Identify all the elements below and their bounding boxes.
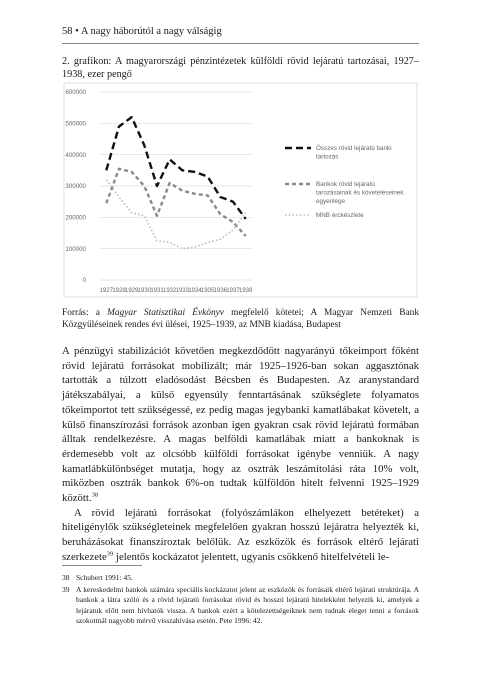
legend-label-1: Összes rövid lejáratú banki tartozás [316, 145, 392, 161]
x-tick-label: 1938 [238, 288, 253, 294]
footnote-ref-38[interactable]: 38 [91, 491, 99, 499]
series-line-1 [106, 117, 245, 219]
series-line-3 [106, 180, 245, 249]
x-tick-label: 1932 [162, 288, 177, 294]
y-tick-label: 400000 [65, 151, 86, 159]
series-line-2 [106, 169, 245, 236]
footnote-number: 38 [62, 573, 70, 582]
source-title: Magyar Statisztikai Évkönyv [107, 308, 224, 318]
running-header: 58 • A nagy háborútól a nagy válságig [62, 26, 222, 37]
source-pre: Forrás: a [62, 308, 108, 318]
y-tick-label: 300000 [65, 183, 86, 191]
y-tick-label: 600000 [65, 89, 86, 97]
footnotes [62, 573, 419, 628]
x-tick-label: 1935 [200, 288, 215, 294]
y-tick-label: 500000 [65, 120, 86, 128]
x-tick-label: 1930 [137, 288, 152, 294]
figure-source [62, 307, 419, 331]
x-tick-label: 1934 [188, 288, 202, 294]
footnote-text: Schubert 1991: 45. [76, 573, 133, 582]
x-tick-label: 1936 [213, 288, 228, 294]
x-tick-label: 1937 [226, 288, 240, 294]
debt-line-chart [62, 82, 419, 300]
paragraph-2-text-a: A rövid lejáratú forrásokat (folyószámlákon elhelyezett betéteket) a hiteligénylők szükségleteinek megfelelően gyakran hosszú lejáratra helyezték ki, beruházásokat finanszíroztak belőlük. Az eszközök és források eltérő lejárati szerkezete [62, 506, 419, 563]
x-tick-label: 1927 [99, 288, 114, 294]
paragraph-2-text-b: jelentős kockázatot jelentett, ugyanis csökkenő hitelfelvételi le- [113, 550, 390, 563]
footnote-number: 39 [62, 584, 70, 594]
footnote-38 [62, 573, 419, 584]
x-tick-label: 1931 [150, 288, 164, 294]
paragraph-1 [62, 344, 419, 506]
x-tick-label: 1928 [112, 288, 126, 294]
x-tick-label: 1929 [124, 288, 139, 294]
footnote-text: A kereskedelmi bankok számára speciális kockázatot jelent az eszközök és forrásaik eltérő lejárati struktúrája. A bankok a látra szóló és a rövid lejáratú forrásokat rövid és hosszú lejáratú hitelekként helyezik ki, amelyek a lejáratuk előtt nem hívhatók vissza. A bankok ezért a kötelezettségeiknek nem tudnak eleget tenni a források szokottnál nagyobb mérvű visszahívása esetén. Pete 1996: 42. [76, 584, 419, 626]
figure-caption: 2. grafikon: A magyarországi pénzintézetek külföldi rövid lejáratú tartozásai, 1927–1938, ezer pengő [62, 56, 419, 80]
source-post: megfelelő kötetei; A Magyar Nemzeti Bank Közgyűléseinek rendes évi ülései, 1925–1939, az MNB kiadása, Budapest [62, 308, 420, 331]
paragraph-1-text: A pénzügyi stabilizációt követően megkezdődött nagyarányú tőkeimport főként rövid lejáratú forrásokat mobilizált; már 1925–1926-ban sokan aggasztónak tartották a túlzott eladósodást Bécsben és Budapesten. Az aranystandard játékszabályai, a külső egyensúly fenntartásának szükséglete folyamatos tőkeimportot tett szükségessé, ez pedig magas jegybanki kamatlábakat követelt, a külső finanszírozási források azonban igen gyakran csak rövid lejáratú formában álltak rendelkezésre. A magas belföldi kamatlábak miatt a bankoknak is érdemesebb volt az olcsóbb külföldi forrásokat igénybe venniük. A nagy kamatlábkülönbséget mutatja, hogy az osztrák leszámítolási ráta 10% volt, miközben osztrák bankok 6%-on tudtak külföldön hitelt felvenni 1925–1929 között. [62, 345, 419, 505]
y-tick-label: 200000 [65, 214, 86, 222]
footnote-rule [62, 565, 142, 566]
legend-label-3: MNB érckészlete [316, 212, 364, 219]
footnote-39 [62, 585, 419, 627]
footnote-ref-39[interactable]: 39 [106, 550, 114, 558]
y-tick-label: 0 [82, 277, 86, 285]
header-rule [62, 43, 419, 44]
paragraph-2 [62, 506, 419, 565]
x-tick-label: 1933 [175, 288, 190, 294]
y-tick-label: 100000 [65, 245, 86, 253]
body-text [62, 344, 419, 565]
legend-label-2: Bankok rövid lejáratú tarozásainak és követeléseinek egyenlege [316, 181, 404, 205]
